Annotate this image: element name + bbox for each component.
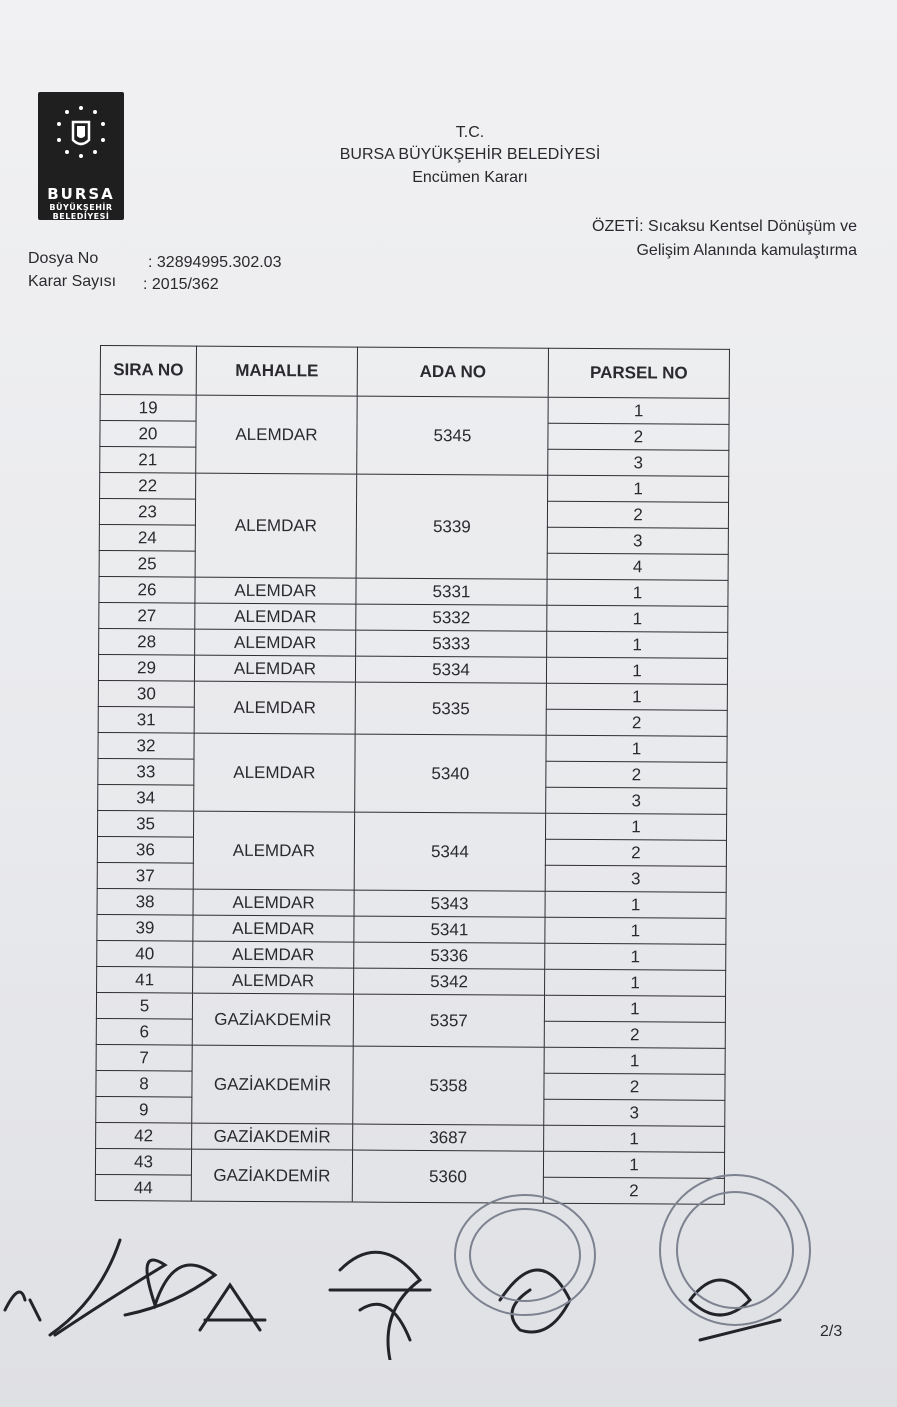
page-number: 2/3 (820, 1323, 843, 1340)
column-header-parsel-no: PARSEL NO (548, 348, 729, 398)
cell-sira-no: 31 (98, 706, 194, 733)
cell-parsel-no: 3 (545, 865, 726, 892)
cell-sira-no: 32 (98, 732, 194, 759)
cell-sira-no: 21 (100, 447, 196, 474)
cell-parsel-no: 2 (546, 709, 727, 736)
cell-mahalle: ALEMDAR (195, 577, 356, 604)
cell-parsel-no: 1 (545, 917, 726, 944)
signature-1 (5, 1292, 40, 1320)
cell-parsel-no: 3 (548, 449, 729, 476)
cell-ada-no: 5343 (354, 890, 545, 917)
header-tc: T.C. (455, 124, 485, 141)
cell-sira-no: 36 (97, 836, 193, 863)
cell-parsel-no: 2 (546, 761, 727, 788)
cell-parsel-no: 1 (544, 1047, 725, 1074)
cell-ada-no: 5357 (353, 994, 544, 1047)
cell-mahalle: GAZİAKDEMİR (191, 1149, 352, 1202)
cell-sira-no: 20 (100, 421, 196, 448)
cell-sira-no: 33 (98, 758, 194, 785)
table-row (96, 1122, 725, 1152)
cell-parsel-no: 1 (545, 943, 726, 970)
signature-2 (50, 1240, 215, 1335)
cell-parsel-no: 1 (545, 969, 726, 996)
table-row (100, 473, 729, 503)
summary-block (537, 215, 857, 263)
cell-parsel-no: 1 (546, 735, 727, 762)
cell-parsel-no: 2 (544, 1021, 725, 1048)
table-row (98, 680, 727, 710)
header-organization: BURSA BÜYÜKŞEHİR BELEDİYESİ (339, 146, 601, 163)
table-header-row (100, 346, 729, 399)
cell-sira-no: 5 (96, 992, 192, 1019)
cell-ada-no: 3687 (353, 1124, 544, 1151)
cell-sira-no: 7 (96, 1044, 192, 1071)
cell-sira-no: 19 (100, 395, 196, 422)
stamp-right (660, 1175, 810, 1325)
cell-parsel-no: 2 (545, 839, 726, 866)
column-header-ada-no: ADA NO (357, 347, 548, 397)
cell-ada-no: 5333 (356, 630, 547, 657)
cell-parsel-no: 3 (544, 1099, 725, 1126)
cell-sira-no: 22 (100, 473, 196, 500)
cell-sira-no: 28 (99, 628, 195, 655)
decision-number-value: : 2015/362 (143, 276, 219, 293)
cell-ada-no: 5344 (354, 812, 545, 891)
emblem-icon (38, 102, 124, 183)
cell-mahalle: ALEMDAR (193, 941, 354, 968)
cell-ada-no: 5360 (352, 1150, 543, 1203)
cell-sira-no: 8 (96, 1070, 192, 1097)
cell-parsel-no: 1 (548, 397, 729, 424)
cell-parsel-no: 1 (544, 995, 725, 1022)
cell-parsel-no: 1 (546, 657, 727, 684)
cell-ada-no: 5331 (356, 578, 547, 605)
table-body (95, 395, 729, 1205)
cell-sira-no: 34 (98, 784, 194, 811)
cell-mahalle: ALEMDAR (194, 681, 355, 734)
cell-sira-no: 25 (99, 550, 195, 577)
table-row (99, 576, 728, 606)
signature-3 (200, 1285, 265, 1330)
cell-mahalle: GAZİAKDEMİR (192, 1123, 353, 1150)
cell-sira-no: 26 (99, 576, 195, 603)
cell-sira-no: 35 (97, 810, 193, 837)
cell-mahalle: ALEMDAR (195, 629, 356, 656)
cell-mahalle: ALEMDAR (193, 915, 354, 942)
municipality-logo (38, 92, 124, 220)
table-row (96, 992, 725, 1022)
cell-parsel-no: 1 (545, 891, 726, 918)
table-row (97, 966, 726, 996)
cell-sira-no: 30 (98, 680, 194, 707)
cell-ada-no: 5341 (354, 916, 545, 943)
cell-sira-no: 29 (98, 654, 194, 681)
cell-parsel-no: 2 (543, 1177, 724, 1204)
table-row (97, 914, 726, 944)
cell-mahalle: ALEMDAR (193, 889, 354, 916)
cell-sira-no: 38 (97, 888, 193, 915)
summary-line-2: Gelişim Alanında kamulaştırma (636, 242, 857, 259)
signature-4 (330, 1252, 430, 1360)
cell-sira-no: 44 (95, 1174, 191, 1201)
cell-parsel-no: 2 (544, 1073, 725, 1100)
cell-mahalle: ALEMDAR (193, 811, 354, 890)
cell-parsel-no: 1 (547, 631, 728, 658)
table-row (98, 732, 727, 762)
table-row (97, 940, 726, 970)
cell-sira-no: 24 (99, 524, 195, 551)
signature-6 (690, 1280, 780, 1340)
cell-ada-no: 5334 (355, 656, 546, 683)
column-header-sira-no: SIRA NO (100, 346, 196, 396)
cell-sira-no: 42 (96, 1122, 192, 1149)
cell-parsel-no: 1 (548, 475, 729, 502)
table-row (97, 810, 726, 840)
cell-ada-no: 5332 (356, 604, 547, 631)
cell-sira-no: 41 (97, 966, 193, 993)
cell-ada-no: 5342 (354, 968, 545, 995)
cell-sira-no: 37 (97, 862, 193, 889)
cell-sira-no: 9 (96, 1096, 192, 1123)
table-row (99, 628, 728, 658)
cell-sira-no: 27 (99, 602, 195, 629)
cell-sira-no: 39 (97, 914, 193, 941)
cell-ada-no: 5345 (357, 396, 548, 475)
cell-mahalle: GAZİAKDEMİR (192, 1045, 353, 1124)
summary-line-1: ÖZETİ: Sıcaksu Kentsel Dönüşüm ve (592, 218, 857, 235)
table-row (98, 654, 727, 684)
cell-parsel-no: 1 (546, 683, 727, 710)
cell-mahalle: ALEMDAR (194, 733, 355, 812)
cell-parsel-no: 2 (548, 423, 729, 450)
cell-parsel-no: 3 (547, 527, 728, 554)
logo-text-bursa: BURSA (47, 185, 115, 203)
cell-sira-no: 6 (96, 1018, 192, 1045)
cell-ada-no: 5358 (353, 1046, 544, 1125)
table-row (99, 602, 728, 632)
table-row (96, 1044, 725, 1074)
cell-mahalle: ALEMDAR (195, 603, 356, 630)
cell-sira-no: 23 (99, 499, 195, 526)
cell-mahalle: ALEMDAR (193, 967, 354, 994)
cell-ada-no: 5340 (355, 734, 546, 813)
table-row (100, 395, 729, 425)
cell-parsel-no: 4 (547, 553, 728, 580)
parcel-table (95, 345, 730, 1205)
cell-ada-no: 5336 (354, 942, 545, 969)
cell-parsel-no: 2 (547, 501, 728, 528)
table-row (97, 888, 726, 918)
cell-sira-no: 40 (97, 940, 193, 967)
cell-ada-no: 5339 (356, 474, 548, 579)
cell-mahalle: ALEMDAR (195, 473, 357, 578)
logo-text-belediyesi: BELEDİYESİ (52, 212, 110, 221)
cell-parsel-no: 3 (546, 787, 727, 814)
cell-mahalle: GAZİAKDEMİR (192, 993, 353, 1046)
cell-parsel-no: 1 (547, 605, 728, 632)
cell-parsel-no: 1 (544, 1125, 725, 1152)
column-header-mahalle: MAHALLE (196, 346, 357, 396)
stamp-left (455, 1195, 595, 1315)
signatures-and-stamps (0, 1160, 897, 1360)
cell-parsel-no: 1 (543, 1151, 724, 1178)
logo-text-buyuksehir: BÜYÜKŞEHİR (49, 203, 113, 212)
header-subtitle: Encümen Kararı (412, 169, 528, 186)
cell-mahalle: ALEMDAR (194, 655, 355, 682)
decision-number-label: Karar Sayısı (28, 273, 117, 290)
cell-parsel-no: 1 (545, 813, 726, 840)
cell-mahalle: ALEMDAR (196, 395, 357, 474)
file-number-value: : 32894995.302.03 (148, 254, 282, 271)
file-number-label: Dosya No (28, 250, 99, 267)
cell-sira-no: 43 (95, 1148, 191, 1175)
cell-ada-no: 5335 (355, 682, 546, 735)
cell-parsel-no: 1 (547, 579, 728, 606)
